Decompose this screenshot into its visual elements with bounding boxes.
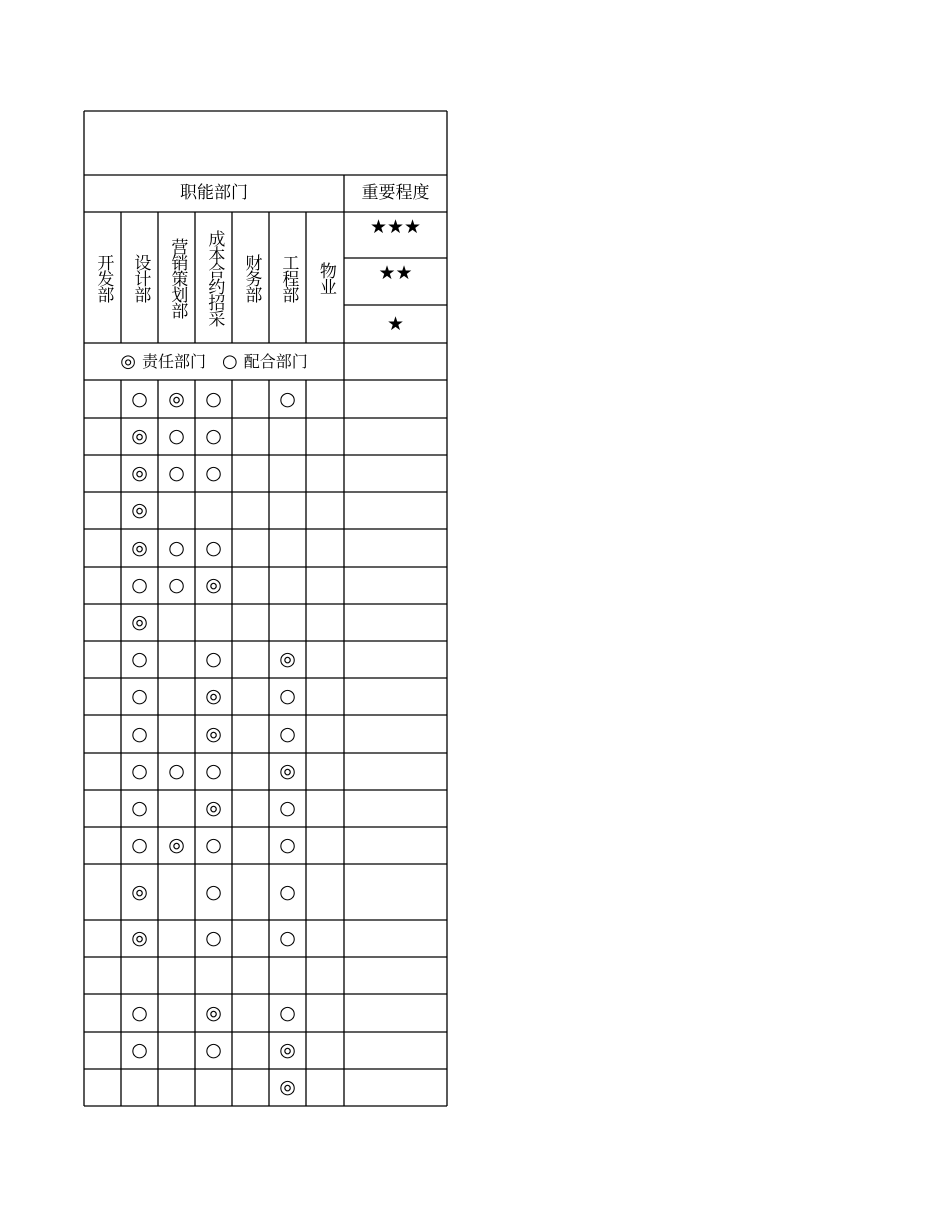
empty-cell (84, 715, 121, 753)
dept-cost-contract-label: 成本合约招采 (204, 229, 225, 326)
dept-property-label: 物业 (315, 261, 336, 294)
empty-cell (306, 678, 344, 715)
responsible-mark-icon: ◎ (279, 1076, 296, 1098)
empty-cell (269, 604, 306, 641)
cooperating-mark-icon: ○ (279, 1001, 296, 1024)
empty-cell (84, 604, 121, 641)
responsible-mark-icon: ◎ (131, 611, 148, 633)
dept-finance-header (232, 212, 269, 343)
empty-cell (84, 827, 121, 864)
empty-cell (306, 380, 344, 418)
row-importance-cell (344, 455, 447, 492)
cooperating-mark-icon: ○ (279, 797, 296, 819)
cooperating-mark-icon: ○ (131, 648, 148, 670)
empty-cell (158, 604, 195, 641)
empty-cell (84, 492, 121, 529)
cooperating-mark-icon: ○ (131, 387, 148, 410)
cooperating-mark-icon: ○ (205, 760, 222, 782)
responsible-mark-icon: ◎ (279, 648, 296, 670)
empty-cell (232, 920, 269, 957)
responsible-label: 责任部门 (141, 351, 206, 371)
empty-cell (84, 455, 121, 492)
empty-cell (232, 492, 269, 529)
responsible-symbol-icon: ◎ (120, 350, 136, 372)
empty-cell (232, 380, 269, 418)
row-importance-cell (344, 418, 447, 455)
empty-cell (84, 1069, 121, 1106)
empty-cell (306, 492, 344, 529)
dept-development-header (84, 212, 121, 343)
responsible-mark-icon: ◎ (168, 387, 185, 410)
empty-cell (232, 790, 269, 827)
empty-cell (306, 604, 344, 641)
dept-design-header (121, 212, 158, 343)
empty-cell (232, 455, 269, 492)
responsible-mark-icon: ◎ (131, 499, 148, 521)
importance-header: 重要程度 (361, 183, 430, 203)
cooperating-mark-icon: ○ (279, 387, 296, 410)
empty-cell (232, 994, 269, 1032)
cooperating-mark-icon: ○ (168, 462, 185, 484)
cooperating-mark-icon: ○ (131, 1039, 148, 1061)
empty-cell (232, 529, 269, 567)
empty-cell (306, 1069, 344, 1106)
row-importance-cell (344, 753, 447, 790)
responsible-mark-icon: ◎ (205, 722, 222, 745)
cooperating-mark-icon: ○ (205, 536, 222, 559)
empty-cell (306, 529, 344, 567)
dept-development-label: 开发部 (93, 253, 114, 302)
dept-property-header (306, 212, 344, 343)
cooperating-mark-icon: ○ (205, 648, 222, 670)
row-importance-cell (344, 567, 447, 604)
empty-cell (232, 827, 269, 864)
empty-cell (269, 455, 306, 492)
responsible-mark-icon: ◎ (279, 1039, 296, 1061)
responsible-mark-icon: ◎ (131, 425, 148, 447)
empty-cell (121, 1069, 158, 1106)
cooperating-mark-icon: ○ (205, 1039, 222, 1061)
empty-cell (84, 380, 121, 418)
empty-cell (84, 567, 121, 604)
empty-cell (84, 753, 121, 790)
responsible-mark-icon: ◎ (205, 1001, 222, 1024)
responsible-mark-icon: ◎ (131, 462, 148, 484)
row-importance-cell (344, 957, 447, 994)
dept-cost-contract-header (195, 212, 232, 343)
empty-cell (232, 418, 269, 455)
responsible-mark-icon: ◎ (131, 536, 148, 559)
cooperating-mark-icon: ○ (168, 574, 185, 596)
empty-cell (306, 827, 344, 864)
empty-cell (232, 604, 269, 641)
dept-marketing-header (158, 212, 195, 343)
empty-cell (195, 604, 232, 641)
functional-departments-header: 职能部门 (180, 183, 248, 203)
dept-design-label: 设计部 (130, 253, 151, 302)
row-importance-cell (344, 678, 447, 715)
empty-cell (84, 957, 121, 994)
empty-cell (306, 957, 344, 994)
empty-cell (121, 957, 158, 994)
importance-level-2-stars: ★★ (378, 262, 413, 284)
empty-cell (306, 790, 344, 827)
empty-cell (84, 418, 121, 455)
empty-cell (269, 492, 306, 529)
cooperating-mark-icon: ○ (279, 685, 296, 707)
cooperating-mark-icon: ○ (205, 425, 222, 447)
empty-cell (269, 567, 306, 604)
empty-cell (232, 1032, 269, 1069)
cooperating-mark-icon: ○ (205, 462, 222, 484)
empty-cell (158, 1032, 195, 1069)
empty-cell (84, 790, 121, 827)
empty-cell (84, 529, 121, 567)
empty-cell (232, 678, 269, 715)
cooperating-mark-icon: ○ (131, 1001, 148, 1024)
empty-cell (84, 920, 121, 957)
cooperating-mark-icon: ○ (279, 927, 296, 949)
responsible-mark-icon: ◎ (131, 880, 148, 903)
empty-cell (158, 641, 195, 678)
cooperating-mark-icon: ○ (131, 574, 148, 596)
legend-importance-cell (344, 343, 447, 380)
empty-cell (306, 455, 344, 492)
empty-cell (306, 994, 344, 1032)
empty-cell (158, 790, 195, 827)
empty-cell (195, 1069, 232, 1106)
empty-cell (195, 957, 232, 994)
cooperating-mark-icon: ○ (205, 834, 222, 856)
empty-cell (269, 418, 306, 455)
empty-cell (269, 529, 306, 567)
empty-cell (158, 957, 195, 994)
cooperating-mark-icon: ○ (131, 797, 148, 819)
empty-cell (84, 641, 121, 678)
empty-cell (158, 715, 195, 753)
row-importance-cell (344, 827, 447, 864)
empty-cell (84, 1032, 121, 1069)
row-importance-cell (344, 994, 447, 1032)
empty-cell (195, 492, 232, 529)
empty-cell (84, 994, 121, 1032)
cooperating-symbol-icon: ○ (222, 350, 238, 372)
row-importance-cell (344, 641, 447, 678)
empty-cell (306, 920, 344, 957)
empty-cell (306, 1032, 344, 1069)
responsible-mark-icon: ◎ (205, 685, 222, 707)
empty-cell (232, 753, 269, 790)
cooperating-mark-icon: ○ (131, 760, 148, 782)
row-importance-cell (344, 864, 447, 920)
row-importance-cell (344, 920, 447, 957)
responsible-mark-icon: ◎ (205, 797, 222, 819)
row-importance-cell (344, 380, 447, 418)
cooperating-label: 配合部门 (243, 351, 308, 371)
empty-cell (232, 957, 269, 994)
dept-marketing-label: 营销策划部 (167, 237, 188, 318)
row-importance-cell (344, 1069, 447, 1106)
row-importance-cell (344, 715, 447, 753)
empty-cell (306, 715, 344, 753)
row-importance-cell (344, 492, 447, 529)
cooperating-mark-icon: ○ (131, 722, 148, 745)
empty-cell (306, 567, 344, 604)
cooperating-mark-icon: ○ (279, 880, 296, 903)
dept-engineering-label: 工程部 (278, 253, 299, 302)
empty-cell (232, 715, 269, 753)
empty-cell (84, 678, 121, 715)
empty-cell (158, 864, 195, 920)
responsible-mark-icon: ◎ (279, 760, 296, 782)
cooperating-mark-icon: ○ (279, 834, 296, 856)
legend (84, 343, 344, 380)
empty-cell (158, 1069, 195, 1106)
empty-cell (306, 753, 344, 790)
empty-cell (306, 864, 344, 920)
empty-cell (158, 920, 195, 957)
empty-cell (306, 418, 344, 455)
cooperating-mark-icon: ○ (205, 880, 222, 903)
empty-cell (232, 1069, 269, 1106)
responsible-mark-icon: ◎ (168, 834, 185, 856)
importance-level-1-stars: ★ (386, 312, 405, 335)
cooperating-mark-icon: ○ (131, 685, 148, 707)
row-importance-cell (344, 790, 447, 827)
cooperating-mark-icon: ○ (279, 722, 296, 745)
cooperating-mark-icon: ○ (168, 760, 185, 782)
importance-level-3-stars: ★★★ (369, 216, 422, 238)
cooperating-mark-icon: ○ (205, 927, 222, 949)
cooperating-mark-icon: ○ (168, 536, 185, 559)
empty-cell (158, 492, 195, 529)
empty-cell (232, 567, 269, 604)
responsible-mark-icon: ◎ (131, 927, 148, 949)
empty-cell (232, 641, 269, 678)
row-importance-cell (344, 604, 447, 641)
empty-cell (232, 864, 269, 920)
cooperating-mark-icon: ○ (168, 425, 185, 447)
empty-cell (269, 957, 306, 994)
cooperating-mark-icon: ○ (205, 387, 222, 410)
dept-finance-label: 财务部 (241, 253, 262, 302)
empty-cell (158, 678, 195, 715)
dept-engineering-header (269, 212, 306, 343)
empty-cell (84, 864, 121, 920)
cooperating-mark-icon: ○ (131, 834, 148, 856)
row-importance-cell (344, 529, 447, 567)
responsible-mark-icon: ◎ (205, 574, 222, 596)
row-importance-cell (344, 1032, 447, 1069)
empty-cell (158, 994, 195, 1032)
empty-cell (306, 641, 344, 678)
